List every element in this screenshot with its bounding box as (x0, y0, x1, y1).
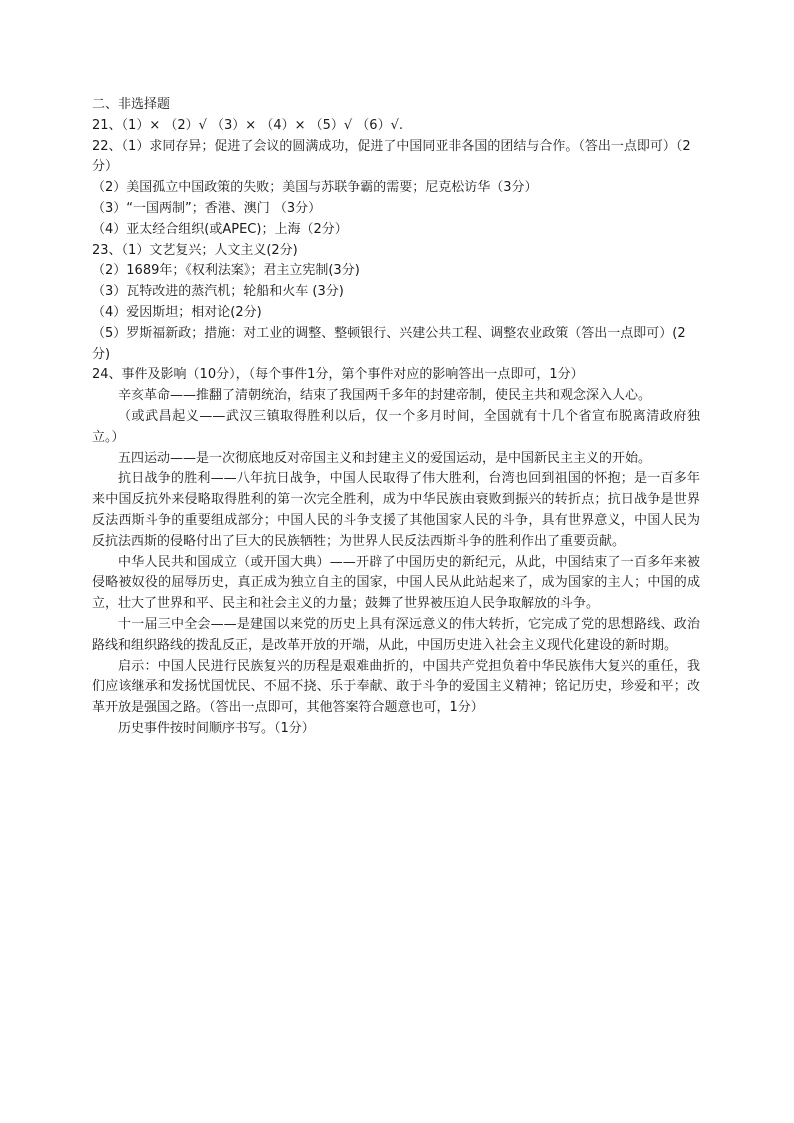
q23-part1: 23、（1）文艺复兴；人文主义(2分) (92, 242, 298, 258)
q24-xinhai: 辛亥革命——推翻了清朝统治，结束了我国两千多年的封建帝制，使民主共和观念深入人心。 (118, 388, 652, 404)
q24-wusi: 五四运动——是一次彻底地反对帝国主义和封建主义的爱国运动，是中国新民主主义的开始。 (118, 450, 652, 466)
section-title: 二、非选择题 (92, 97, 171, 112)
q23-part4: （4）爱因斯坦；相对论(2分) (92, 304, 262, 320)
q23-part3: （3）瓦特改进的蒸汽机；轮船和火车 (3分) (92, 284, 344, 300)
q23-part2: （2）1689年；《权利法案》；君主立宪制(3分) (92, 263, 360, 279)
q22-part4: （4）亚太经合组织(或APEC)；上海（2分） (92, 221, 348, 237)
q23-part5: （5）罗斯福新政；措施：对工业的调整、整顿银行、兴建公共工程、调整农业政策（答出一点即可）(2分) (92, 325, 686, 362)
q22-part2: （2）美国孤立中国政策的失败；美国与苏联争霸的需要；尼克松访华（3分） (92, 180, 538, 196)
q24-prc: 中华人民共和国成立（或开国大典）——开辟了中国历史的新纪元，从此，中国结束了一百多年来被侵略被奴役的屈辱历史，真正成为独立自主的国家，中国人民从此站起来了，成为国家的主人；中国的成立，壮大了世界和平、民主和社会主义的力量；鼓舞了世界被压迫人民争取解放的斗争。 (92, 554, 700, 612)
q24-qishi: 启示：中国人民进行民族复兴的历程是艰难曲折的，中国共产党担负着中华民族伟大复兴的重任，我们应该继承和发扬忧国忧民、不屈不挠、乐于奉献、敢于斗争的爱国主义精神；铭记历史，珍爱和平；改革开放是强国之路。（答出一点即可，其他答案符合题意也可，1分） (92, 658, 700, 716)
q21-answer: 21、（1）× （2）√ （3）× （4）× （5）√ （6）√. (92, 117, 403, 133)
q24-plenum: 十一届三中全会——是建国以来党的历史上具有深远意义的伟大转折，它完成了党的思想路线、政治路线和组织路线的拨乱反正，是改革开放的开端，从此，中国历史进入社会主义现代化建设的新时期。 (92, 616, 700, 653)
q22-part1: 22、（1）求同存异；促进了会议的圆满成功，促进了中国同亚非各国的团结与合作。（答出一点即可）（2分） (92, 138, 691, 175)
q24-order: 历史事件按时间顺序书写。（1分） (118, 720, 315, 736)
answer-content (92, 95, 700, 740)
q24-kangri: 抗日战争的胜利——八年抗日战争，中国人民取得了伟大胜利，台湾也回到祖国的怀抱；是一百多年来中国反抗外来侵略取得胜利的第一次完全胜利，成为中华民族由衰败到振兴的转折点；抗日战争是世界反法西斯斗争的重要组成部分；中国人民的斗争支援了其他国家人民的斗争，具有世界意义，中国人民为反抗法西斯的侵略付出了巨大的民族牺牲；为世界人民反法西斯斗争的胜利作出了重要贡献。 (92, 471, 700, 549)
q24-wuchang: （或武昌起义——武汉三镇取得胜利以后，仅一个多月时间，全国就有十几个省宣布脱离清政府独立。） (92, 408, 700, 445)
q24-header: 24、事件及影响（10分），（每个事件1分，第个事件对应的影响答出一点即可，1分） (92, 367, 584, 383)
q22-part3: （3）“一国两制”；香港、澳门 （3分） (92, 200, 322, 216)
